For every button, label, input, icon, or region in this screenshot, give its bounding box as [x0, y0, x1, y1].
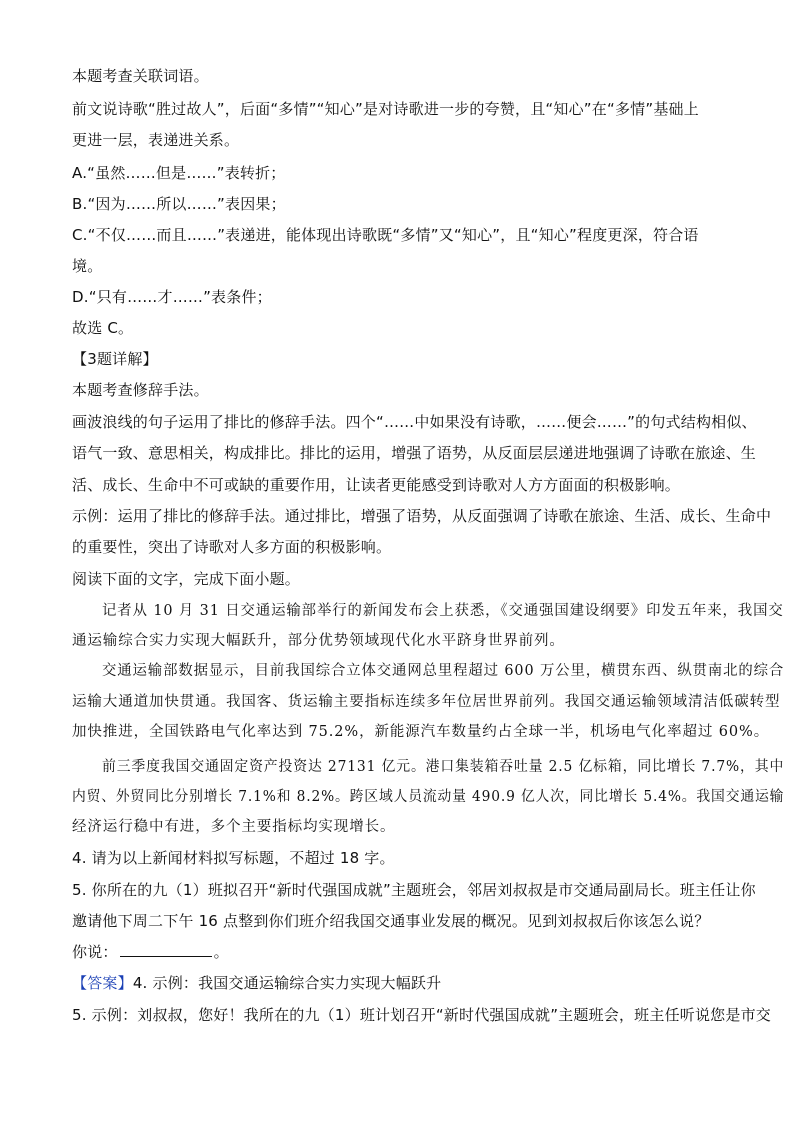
text-line: 活、成长、生命中不可或缺的重要作用，让读者更能感受到诗歌对人方方面面的积极影响。 [72, 476, 681, 494]
article-line: 经济运行稳中有进，多个主要指标均实现增长。 [72, 819, 396, 835]
text-line: 本题考查修辞手法。 [72, 381, 209, 399]
section-heading: 【3题详解】 [72, 350, 158, 368]
option-c: C.“不仅……而且……”表递进，能体现出诗歌既“多情”又“知心”，且“知心”程度更深，符合语 [72, 226, 699, 244]
text-line: 语气一致、意思相关，构成排比。排比的运用，增强了语势，从反面层层递进地强调了诗歌在旅途、生 [72, 444, 757, 462]
you-say-suffix: 。 [213, 943, 229, 961]
you-say-line [72, 942, 229, 962]
reading-instruction: 阅读下面的文字，完成下面小题。 [72, 570, 301, 588]
conclusion: 故选 C。 [72, 319, 134, 337]
article-line: 通运输综合实力实现大幅跃升，部分优势领域现代化水平跻身世界前列。 [72, 633, 565, 649]
question-5: 5. 你所在的九（1）班拟召开“新时代强国成就”主题班会，邻居刘叔叔是市交通局副局长。班主任让你 [72, 881, 756, 899]
option-d: D.“只有……才……”表条件； [72, 288, 272, 306]
question-5-cont: 邀请他下周二下午 16 点整到你们班介绍我国交通事业发展的概况。见到刘叔叔后你该怎么说？ [72, 912, 710, 930]
article-line: 内贸、外贸同比分别增长 7.1%和 8.2%。跨区域人员流动量 490.9 亿人次，同比增长 5.4%。我国交通运输 [72, 789, 785, 805]
you-say-label: 你说： [72, 943, 118, 961]
article-line: 加快推进，全国铁路电气化率达到 75.2%，新能源汽车数量约占全球一半，机场电气化率超过 60%。 [72, 724, 770, 740]
answer-tag: 【答案】 [72, 974, 133, 992]
text-line: 本题考查关联词语。 [72, 67, 209, 85]
text-line: 更进一层，表递进关系。 [72, 131, 240, 149]
article-paragraph-2: 交通运输部数据显示，目前我国综合立体交通网总里程超过 600 万公里，横贯东西、纵贯南北的综合 [102, 663, 785, 679]
article-paragraph-1: 记者从 10 月 31 日交通运输部举行的新闻发布会上获悉，《交通强国建设纲要》印发五年来，我国交 [102, 603, 784, 619]
option-a: A.“虽然……但是……”表转折； [72, 164, 286, 182]
article-line: 运输大通道加快贯通。我国客、货运输主要指标连续多年位居世界前列。我国交通运输领域清洁低碳转型 [72, 694, 781, 710]
article-paragraph-3: 前三季度我国交通固定资产投资达 27131 亿元。港口集装箱吞吐量 2.5 亿标箱，同比增长 7.7%，其中 [102, 759, 785, 775]
text-line: 境。 [72, 257, 103, 275]
text-line: 前文说诗歌“胜过故人”，后面“多情”“知心”是对诗歌进一步的夸赞，且“知心”在“多情”基础上 [72, 100, 699, 118]
example-line: 的重要性，突出了诗歌对人多方面的积极影响。 [72, 538, 392, 556]
answer-line [72, 973, 441, 993]
answer-line-2: 5. 示例：刘叔叔，您好！我所在的九（1）班计划召开“新时代强国成就”主题班会，班主任听说您是市交 [72, 1006, 771, 1024]
example-line: 示例：运用了排比的修辞手法。通过排比，增强了语势，从反面强调了诗歌在旅途、生活、成长、生命中 [72, 507, 772, 525]
text-line: 画波浪线的句子运用了排比的修辞手法。四个“……中如果没有诗歌，……便会……”的句式结构相似、 [72, 413, 757, 431]
answer-blank [120, 942, 212, 957]
option-b: B.“因为……所以……”表因果； [72, 195, 286, 213]
answer-text: 4. 示例：我国交通运输综合实力实现大幅跃升 [132, 974, 442, 992]
question-4: 4. 请为以上新闻材料拟写标题，不超过 18 字。 [72, 849, 395, 867]
